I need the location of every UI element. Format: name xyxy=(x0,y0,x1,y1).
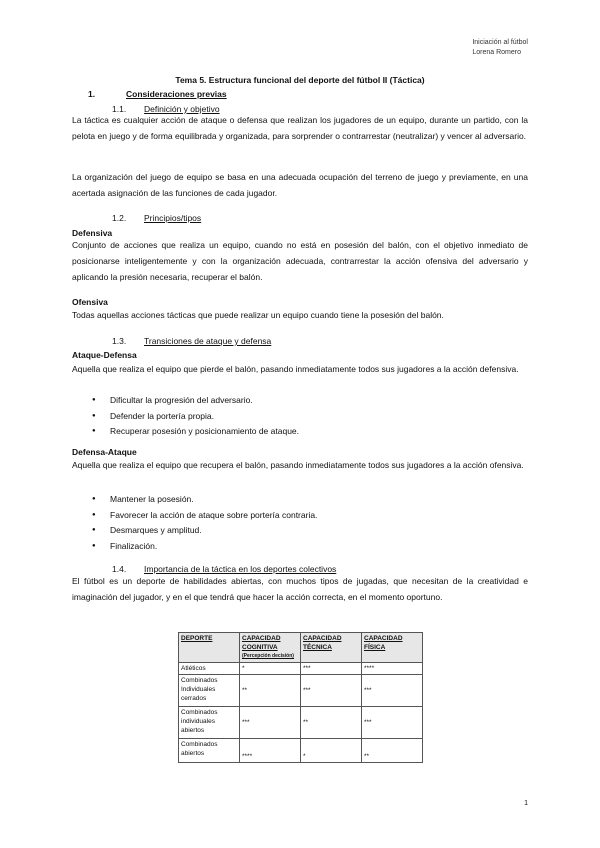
paragraph-importance: El fútbol es un deporte de habilidades abiertas, con muchos tipos de jugadas, que necesitan de la creatividad e imaginación del jugador, y en el que tendrá que hacer la acción correcta, en el momento oportuno. xyxy=(72,576,528,602)
section-1-3-number: 1.3. xyxy=(112,336,127,346)
table-cell: Combinados abiertos xyxy=(179,739,240,763)
defense-attack-list xyxy=(92,492,317,554)
header-technical: CAPACIDAD TÉCNICA xyxy=(301,633,362,663)
header-course: Iniciación al fútbol xyxy=(472,39,528,46)
paragraph-offensive: Todas aquellas acciones tácticas que puede realizar un equipo cuando tiene la posesión del balón. xyxy=(72,310,444,320)
table-cell: **** xyxy=(362,663,423,675)
section-1-title: Consideraciones previas xyxy=(126,89,227,99)
label-defense-attack: Defensa-Ataque xyxy=(72,447,137,457)
section-1-2-number: 1.2. xyxy=(112,213,127,223)
header-sport: DEPORTE xyxy=(179,633,240,663)
section-1-4-title: Importancia de la táctica en los deportes colectivos xyxy=(144,564,337,574)
table-row xyxy=(179,663,423,675)
list-item: ● Mantener la posesión. xyxy=(92,492,317,508)
table-row xyxy=(179,739,423,763)
header-cognitive: CAPACIDAD COGNITIVA (Percepción decisión) xyxy=(240,633,301,663)
paragraph-attack-defense: Aquella que realiza el equipo que pierde el balón, pasando inmediatamente todos sus jugadores a la acción defensiva. xyxy=(72,364,519,374)
section-1-3-title: Transiciones de ataque y defensa xyxy=(144,336,272,346)
paragraph-defensive: Conjunto de acciones que realiza un equipo, cuando no está en posesión del balón, con el objetivo inmediato de posicionarse inteligentemente y con la organización adecuada, contrarrestar la acción ofensiva del adversario y aplicando la presión necesaria, recuperar el balón. xyxy=(72,240,528,282)
table-cell: ** xyxy=(240,675,301,707)
table-header-row xyxy=(179,633,423,663)
label-attack-defense: Ataque-Defensa xyxy=(72,350,137,360)
list-item: ● Finalización. xyxy=(92,539,317,555)
section-1-1-title: Definición y objetivo xyxy=(144,104,220,114)
list-item: ● Defender la portería propia. xyxy=(92,409,299,425)
running-header xyxy=(472,38,528,58)
label-defensive: Defensiva xyxy=(72,228,113,238)
table-cell: Combinados Individuales cerrados xyxy=(179,675,240,707)
table-cell: Combinados individuales abiertos xyxy=(179,707,240,739)
table-row xyxy=(179,707,423,739)
section-1-4-number: 1.4. xyxy=(112,564,127,574)
header-author: Lorena Romero xyxy=(472,49,521,56)
header-physical: CAPACIDAD FÍSICA xyxy=(362,633,423,663)
section-1-1-number: 1.1. xyxy=(112,104,127,114)
list-item: ● Dificultar la progresión del adversario. xyxy=(92,393,299,409)
section-1-2-title: Principios/tipos xyxy=(144,213,202,223)
attack-defense-list xyxy=(92,393,299,440)
table-cell: *** xyxy=(301,663,362,675)
section-1-number: 1. xyxy=(88,89,96,99)
paragraph-defense-attack: Aquella que realiza el equipo que recupera el balón, pasando inmediatamente todos sus jugadores a la acción ofensiva. xyxy=(72,460,524,470)
table-cell: *** xyxy=(362,675,423,707)
table-cell: Atléticos xyxy=(179,663,240,675)
paragraph-organization: La organización del juego de equipo se basa en una adecuada ocupación del terreno de juego y previamente, en una acertada asignación de las funciones de cada jugador. xyxy=(72,172,528,198)
list-item: ● Favorecer la acción de ataque sobre portería contraria. xyxy=(92,508,317,524)
table-cell: ** xyxy=(301,707,362,739)
table-row xyxy=(179,675,423,707)
document-title: Tema 5. Estructura funcional del deporte del fútbol II (Táctica) xyxy=(175,75,425,85)
table-cell: *** xyxy=(362,707,423,739)
list-item: ● Desmarques y amplitud. xyxy=(92,523,317,539)
table-cell: *** xyxy=(301,675,362,707)
capacity-table xyxy=(178,632,423,763)
label-offensive: Ofensiva xyxy=(72,297,108,307)
table-cell: ** xyxy=(362,739,423,763)
table-cell: * xyxy=(301,739,362,763)
list-item: ● Recuperar posesión y posicionamiento de ataque. xyxy=(92,424,299,440)
table-cell: *** xyxy=(240,707,301,739)
paragraph-definition: La táctica es cualquier acción de ataque o defensa que realizan los jugadores de un equipo, durante un partido, con la pelota en juego y de forma equilibrada y organizada, para sorprender o contrarrestar (neutralizar) y vencer al adversario. xyxy=(72,115,528,141)
table-cell: * xyxy=(240,663,301,675)
table-cell: **** xyxy=(240,739,301,763)
page-number: 1 xyxy=(524,800,528,807)
